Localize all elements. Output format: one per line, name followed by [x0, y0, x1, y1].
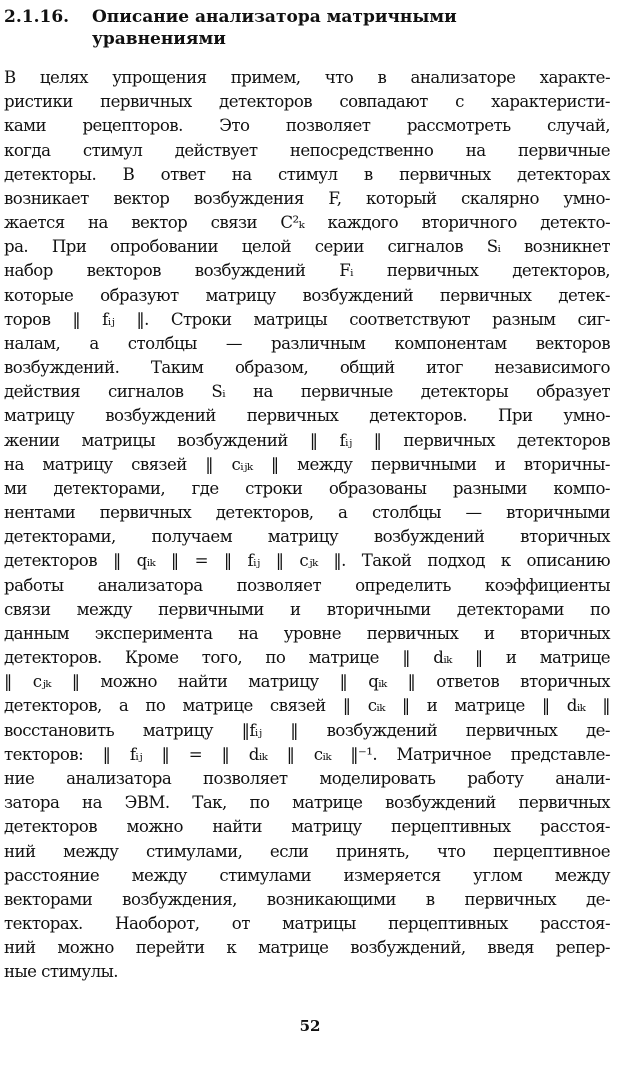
text-line: В целях упрощения примем, что в анализаторе характе-: [4, 68, 610, 87]
text-line: торов ‖ fᵢⱼ ‖. Строки матрицы соответствуют разным сиг-: [4, 309, 610, 329]
text-line: возбуждений. Таким образом, общий итог независимого: [4, 358, 610, 378]
text-line: когда стимул действует непосредственно на первичные: [4, 140, 610, 160]
text-line: ми детекторами, где строки образованы разными компо-: [4, 478, 610, 498]
text-line: на матрицу связей ‖ cᵢⱼₖ ‖ между первичными и вторичны-: [4, 454, 610, 474]
text-line: детекторов. Кроме того, по матрице ‖ dᵢₖ ‖ и матрице: [4, 648, 610, 668]
text-line: набор векторов возбуждений Fᵢ первичных детекторов,: [4, 261, 610, 281]
text-line: ний между стимулами, если принять, что перцептивное: [4, 841, 610, 861]
text-line: действия сигналов Sᵢ на первичные детекторы образует: [4, 382, 610, 402]
text-line: данным эксперимента на уровне первичных и вторичных: [4, 623, 610, 643]
text-line: связи между первичными и вторичными детекторами по: [4, 599, 610, 619]
text-line: текторов: ‖ fᵢⱼ ‖ = ‖ dᵢₖ ‖ cᵢₖ ‖⁻¹. Матричное представле-: [4, 744, 610, 764]
text-line: жении матрицы возбуждений ‖ fᵢⱼ ‖ первичных детекторов: [4, 430, 610, 450]
text-line: текторах. Наоборот, от матрицы перцептивных расстоя-: [4, 914, 610, 934]
text-line: детекторов можно найти матрицу перцептивных расстоя-: [4, 817, 610, 837]
text-line: расстояние между стимулами измеряется углом между: [4, 865, 610, 885]
section-number: 2.1.16.: [4, 7, 70, 27]
text-line: матрицу возбуждений первичных детекторов. При умно-: [4, 406, 610, 426]
body-text: [4, 66, 610, 985]
text-line: детекторов, а по матрице связей ‖ cᵢₖ ‖ и матрице ‖ dᵢₖ ‖: [4, 696, 610, 716]
text-line: жается на вектор связи C²ₖ каждого вторичного детекто-: [4, 213, 610, 233]
text-line: возникает вектор возбуждения F, который скалярно умно-: [4, 188, 610, 208]
page-number: 52: [299, 1017, 321, 1035]
text-line: детекторы. В ответ на стимул в первичных детекторах: [4, 164, 610, 184]
text-line: ний можно перейти к матрице возбуждений, введя репер-: [4, 938, 610, 958]
text-line: которые образуют матрицу возбуждений первичных детек-: [4, 285, 610, 305]
text-line: восстановить матрицу ‖fᵢⱼ ‖ возбуждений первичных де-: [4, 720, 610, 740]
text-line: ние анализатора позволяет моделировать работу анали-: [4, 768, 610, 788]
text-line: векторами возбуждения, возникающими в первичных де-: [4, 889, 610, 909]
text-line: налам, а столбцы — различным компонентам векторов: [4, 333, 610, 353]
text-line: ные стимулы.: [4, 962, 118, 982]
section-title-line-2: уравнениями: [92, 29, 226, 49]
text-line: ристики первичных детекторов совпадают с характеристи-: [4, 92, 610, 112]
text-line: нентами первичных детекторов, а столбцы — вторичными: [4, 503, 610, 523]
text-line: детекторов ‖ qᵢₖ ‖ = ‖ fᵢⱼ ‖ cⱼₖ ‖. Такой подход к описанию: [4, 551, 610, 571]
text-line: работы анализатора позволяет определить коэффициенты: [4, 575, 610, 595]
text-line: ра. При опробовании целой серии сигналов Sᵢ возникнет: [4, 237, 610, 257]
text-line: ками рецепторов. Это позволяет рассмотреть случай,: [4, 116, 610, 136]
text-line: ‖ cⱼₖ ‖ можно найти матрицу ‖ qᵢₖ ‖ ответов вторичных: [4, 672, 610, 692]
text-line: затора на ЭВМ. Так, по матрице возбуждений первичных: [4, 793, 610, 813]
section-heading: [4, 6, 604, 50]
text-line: детекторами, получаем матрицу возбуждений вторичных: [4, 527, 610, 547]
section-title-line-1: Описание анализатора матричными: [92, 7, 457, 27]
